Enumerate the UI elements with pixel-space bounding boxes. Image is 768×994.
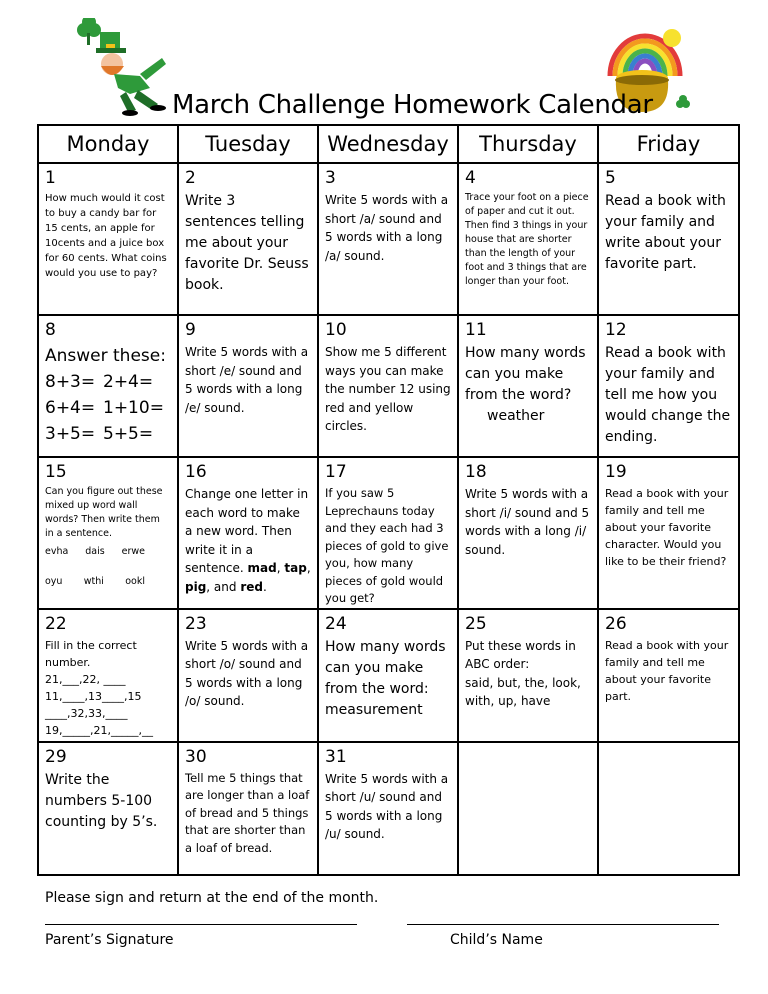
day-number: 18 [465,462,487,482]
homework-calendar [37,124,740,876]
day-cell-9 [178,315,318,457]
day-task: Write 5 words with a short /a/ sound and 5 words with a long /a/ sound. [325,193,449,263]
day-cell-2 [178,163,318,315]
day-task [185,485,311,596]
parent-signature-line [45,924,357,925]
problem: 8+3= [45,372,96,392]
day-number: 3 [325,168,336,188]
day-task: Write 5 words with a short /e/ sound and 5 words with a long /e/ sound. [185,345,309,415]
target-word: pig [185,579,207,594]
fill-line: 19,_____,21,_____,__ [45,723,153,737]
day-task: Put these words in ABC order: [465,638,576,671]
scrambled-word: dais [85,546,105,557]
child-name-line [407,924,719,925]
day-cell-31 [318,742,458,875]
day-number: 10 [325,320,347,340]
day-task: If you saw 5 Leprechauns today and they each had 3 pieces of gold to give you, how many pieces of gold would you get? [325,486,449,605]
fill-line: ____,32,33,____ [45,706,128,720]
word-list: said, but, the, look, with, up, have [465,675,581,708]
weekday-wednesday: Wednesday [318,125,458,163]
day-task: Fill in the correct number. [45,638,137,669]
day-number: 29 [45,746,67,767]
weekday-header-row [38,125,739,163]
weekday-thursday: Thursday [458,125,598,163]
separator: , and [206,579,241,594]
day-number: 25 [465,613,487,634]
day-cell-25 [458,609,598,742]
day-task: How many words can you make from the word? [465,345,586,403]
scrambled-word: evha [45,546,69,557]
problem: 3+5= [45,424,96,444]
day-number: 26 [605,613,627,634]
day-cell-16 [178,457,318,609]
problem: 1+10= [103,398,164,418]
scrambled-word: wthi [83,576,104,587]
problem: 2+4= [103,372,154,392]
weekday-monday: Monday [38,125,178,163]
week-row [38,609,739,742]
day-cell-15 [38,457,178,609]
separator: , [306,561,311,575]
day-task: Read a book with your family and tell me about your favorite character. Would you like to be their friend? [605,487,729,568]
week-row [38,457,739,609]
day-task: Tell me 5 things that are longer than a loaf of bread and 5 things that are shorter than a loaf of bread. [185,770,310,855]
separator: . [262,579,267,594]
page-title: March Challenge Homework Calendar [172,90,653,120]
day-number: 15 [45,462,67,482]
day-cell-11 [458,315,598,457]
day-number: 30 [185,746,207,767]
task-text: Change one letter in each word to make a new word. Then write it in a sentence. [185,487,309,575]
day-task: How much would it cost to buy a candy bar for 15 cents, an apple for 10cents and a juice box for 60 cents. What coins would you use to pay? [45,193,167,279]
day-task: Write 3 sentences telling me about your favorite Dr. Seuss book. [185,193,309,293]
day-number: 12 [605,320,627,340]
scrambled-word: erwe [121,546,145,557]
fill-line: 11,____,13____,15 [45,689,142,703]
day-task: How many words can you make from the word: measurement [325,638,446,718]
day-task: Read a book with your family and write about your favorite part. [605,193,726,272]
scrambled-word: oyu [45,576,63,587]
day-cell-30 [178,742,318,875]
empty-day-cell [458,742,598,875]
day-cell-22 [38,609,178,742]
day-task: Write the numbers 5-100 counting by 5’s. [45,771,158,830]
target-word: tap [284,561,307,575]
day-number: 24 [325,613,347,634]
day-number: 31 [325,746,347,767]
day-cell-23 [178,609,318,742]
day-cell-4 [458,163,598,315]
day-cell-3 [318,163,458,315]
empty-day-cell [598,742,739,875]
math-problems [45,343,171,447]
fill-line: 21,___,22, ____ [45,672,126,686]
word-row [45,575,145,589]
problem-row [45,421,171,447]
day-task: Can you figure out these mixed up word wall words? Then write them in a sentence. [45,486,163,539]
day-number: 4 [465,168,476,188]
day-cell-1 [38,163,178,315]
week-row [38,315,739,457]
day-number: 9 [185,320,196,340]
weekday-tuesday: Tuesday [178,125,318,163]
day-number: 16 [185,462,207,482]
separator: , [276,561,285,575]
leprechaun-icon [70,18,175,116]
day-number: 17 [325,462,347,482]
scrambled-word: ookl [125,576,145,587]
day-cell-5 [598,163,739,315]
day-cell-26 [598,609,739,742]
problem: 5+5= [103,424,154,444]
target-word: red [240,579,263,594]
day-number: 2 [185,168,196,188]
scrambled-words [45,545,171,589]
week-row [38,742,739,875]
day-task: Read a book with your family and tell me how you would change the ending. [605,345,731,445]
day-number: 1 [45,168,56,188]
problem-row [45,395,171,421]
source-word: weather [487,408,545,424]
day-task: Write 5 words with a short /o/ sound and 5 words with a long /o/ sound. [185,638,309,708]
child-name-label: Child’s Name [450,932,543,948]
day-cell-19 [598,457,739,609]
week-row [38,163,739,315]
day-cell-10 [318,315,458,457]
day-number: 11 [465,320,487,340]
day-task: Read a book with your family and tell me about your favorite part. [605,638,729,703]
answer-heading: Answer these: [45,346,166,366]
day-cell-8 [38,315,178,457]
day-number: 23 [185,613,207,634]
day-task: Trace your foot on a piece of paper and cut it out. Then find 3 things in your house that are shorter than the length of your foot and 3 things that are longer than your foot. [465,192,589,287]
day-cell-12 [598,315,739,457]
return-instructions: Please sign and return at the end of the month. [45,890,379,906]
day-cell-18 [458,457,598,609]
word-row [45,545,145,559]
day-task: Write 5 words with a short /i/ sound and 5 words with a long /i/ sound. [465,487,590,557]
parent-signature-label: Parent’s Signature [45,932,174,948]
signature-footer [45,888,735,948]
day-task: Write 5 words with a short /u/ sound and 5 words with a long /u/ sound. [325,771,449,841]
day-number: 5 [605,168,616,188]
problem-row [45,369,171,395]
day-number: 8 [45,320,56,340]
day-cell-29 [38,742,178,875]
day-cell-17 [318,457,458,609]
target-word: mad [247,561,277,575]
day-number: 19 [605,462,627,482]
day-cell-24 [318,609,458,742]
day-number: 22 [45,613,67,634]
day-task: Show me 5 different ways you can make the number 12 using red and yellow circles. [325,345,451,433]
weekday-friday: Friday [598,125,739,163]
problem: 6+4= [45,398,96,418]
